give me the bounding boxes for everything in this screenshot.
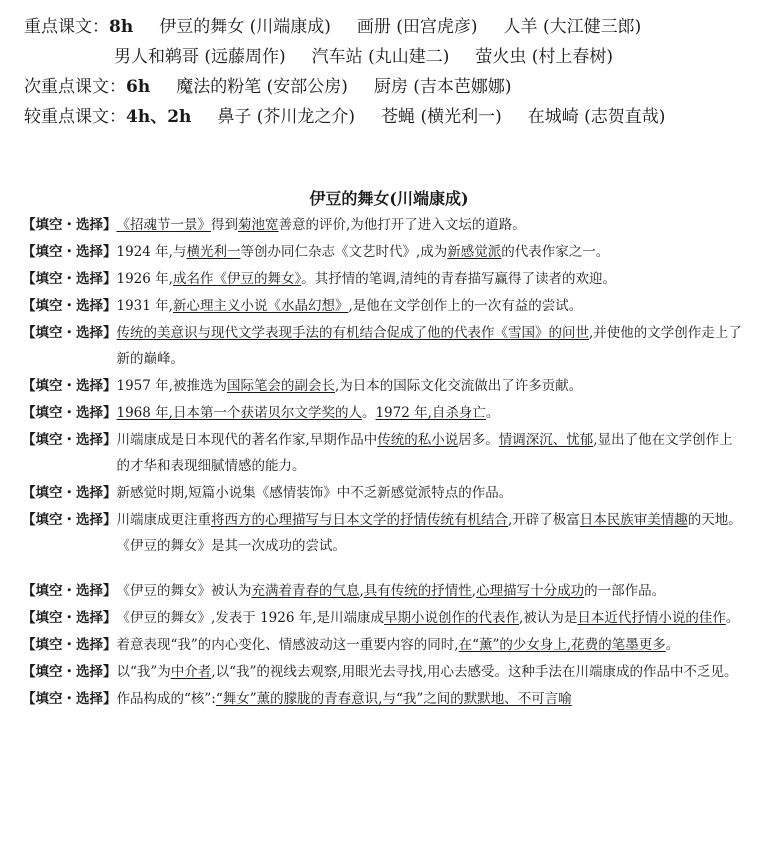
- text-segment: 。: [665, 637, 680, 653]
- text-segment: 居多。: [458, 432, 499, 448]
- text-segment: ,显出了他在文学创作上的才华和表现细腻情感的能力。: [116, 432, 733, 474]
- hours-label: 8h: [109, 17, 134, 37]
- question-type-tag: 【填空・选择】: [22, 637, 117, 653]
- text-segment: 的代表作家之一。: [501, 244, 610, 260]
- work-title: 鼻子 (芥川龙之介): [217, 107, 356, 127]
- item-text: [117, 293, 747, 319]
- text-segment: 着意表现“我”的内心变化、情感波动这一重要内容的同时,: [116, 637, 459, 653]
- list-item: [22, 659, 746, 685]
- text-segment: 。: [361, 405, 376, 421]
- text-segment: 。其抒情的笔调,清纯的青春描写赢得了读者的欢迎。: [301, 271, 616, 287]
- question-type-tag: 【填空・选择】: [22, 583, 117, 599]
- work-title: 伊豆的舞女 (川端康成): [159, 17, 331, 37]
- fill-in-item-list: [22, 212, 746, 713]
- key-point-underlined: 传统的美意识与现代文学表现手法的有机结合促成了他的代表作《雪国》的问世: [116, 325, 589, 341]
- question-type-tag: 【填空・选择】: [22, 405, 117, 421]
- key-point-underlined: 菊池宽: [238, 217, 279, 233]
- header-line: [24, 102, 764, 132]
- list-item: [22, 400, 746, 426]
- text-segment: ,被认为是: [519, 610, 578, 626]
- header-line: [24, 72, 764, 102]
- item-text: [117, 480, 747, 506]
- item-text: [117, 659, 747, 685]
- text-segment: 等创办同仁杂志《文艺时代》,成为: [240, 244, 448, 260]
- list-item: [22, 507, 746, 559]
- question-type-tag: 【填空・选择】: [22, 325, 117, 341]
- question-type-tag: 【填空・选择】: [22, 217, 117, 233]
- priority-label: 重点课文：: [24, 17, 109, 37]
- key-point-underlined: 新感觉派: [447, 244, 502, 260]
- section-title: 伊豆的舞女(川端康成): [309, 189, 469, 208]
- text-segment: 《伊豆的舞女》被认为: [116, 583, 252, 599]
- question-type-tag: 【填空・选择】: [22, 271, 117, 287]
- course-outline-header: [24, 12, 764, 132]
- work-title: 萤火虫 (村上春树): [475, 47, 614, 67]
- question-type-tag: 【填空・选择】: [22, 485, 117, 501]
- list-item: [22, 293, 746, 319]
- item-text: [117, 212, 747, 238]
- key-point-underlined: 在“薰”的少女身上,花费的笔墨更多: [458, 637, 666, 653]
- list-item: [22, 605, 746, 631]
- key-point-underlined: 充满着青春的气息: [251, 583, 360, 599]
- item-text: [117, 320, 747, 372]
- work-title: 魔法的粉笔 (安部公房): [176, 77, 348, 97]
- list-item: [22, 212, 746, 238]
- list-item: [22, 373, 746, 399]
- list-item: [22, 239, 746, 265]
- text-segment: 作品构成的“核”:: [116, 691, 216, 707]
- text-segment: ,并使他的文学创作走上了新的巅峰。: [116, 325, 742, 367]
- list-item: [22, 320, 746, 372]
- question-type-tag: 【填空・选择】: [22, 432, 117, 448]
- text-segment: 善意的评价,为他打开了进入文坛的道路。: [278, 217, 526, 233]
- question-type-tag: 【填空・选择】: [22, 691, 117, 707]
- key-point-underlined: 传统的私小说: [377, 432, 459, 448]
- text-segment: 的一部作品。: [584, 583, 666, 599]
- work-title: 苍蝇 (横光利一): [381, 107, 502, 127]
- item-text: [117, 507, 747, 559]
- key-point-underlined: 将西方的心理描写与日本文学的抒情传统有机结合: [211, 512, 508, 528]
- question-type-tag: 【填空・选择】: [22, 378, 117, 394]
- text-segment: 新感觉时期,短篇小说集《感情装饰》中不乏新感觉派特点的作品。: [116, 485, 513, 501]
- key-point-underlined: 具有传统的抒情性: [363, 583, 472, 599]
- list-item: [22, 632, 746, 658]
- priority-label: 较重点课文：: [24, 107, 126, 127]
- text-segment: 1926 年,: [116, 271, 173, 287]
- key-point-underlined: 横光利一: [186, 244, 241, 260]
- text-segment: ,: [359, 583, 364, 599]
- key-point-underlined: 早期小说创作的代表作: [384, 610, 520, 626]
- item-text: [117, 266, 747, 292]
- item-text: [117, 400, 747, 426]
- priority-label: 次重点课文：: [24, 77, 126, 97]
- text-segment: ,为日本的国际文化交流做出了许多贡献。: [334, 378, 583, 394]
- hours-label: 6h: [126, 77, 151, 97]
- question-type-tag: 【填空・选择】: [22, 298, 117, 314]
- list-item: [22, 686, 746, 712]
- text-segment: ,: [471, 583, 477, 599]
- key-point-underlined: 1972 年,自杀身亡: [375, 405, 486, 421]
- header-line: [24, 42, 764, 72]
- text-segment: 。: [725, 610, 740, 626]
- key-point-underlined: 心理描写十分成功: [476, 583, 585, 599]
- text-segment: 《伊豆的舞女》,发表于 1926 年,是川端康成: [116, 610, 385, 626]
- item-text: [117, 239, 747, 265]
- text-segment: 以“我”为: [116, 664, 171, 680]
- text-segment: ,以“我”的视线去观察,用眼光去寻找,用心去感受。这种手法在川端康成的作品中不乏见。: [211, 664, 738, 680]
- work-title: 画册 (田宫虎彦): [356, 17, 478, 37]
- text-segment: ,是他在文学创作上的一次有益的尝试。: [348, 298, 583, 314]
- item-text: [117, 373, 747, 399]
- text-segment: ,开辟了极富: [508, 512, 580, 528]
- key-point-underlined: 新心理主义小说《水晶幻想》: [172, 298, 349, 314]
- key-point-underlined: 成名作《伊豆的舞女》: [172, 271, 302, 287]
- key-point-underlined: 1968 年,日本第一个获诺贝尔文学奖的人: [116, 405, 362, 421]
- item-text: [117, 632, 747, 658]
- work-title: 在城崎 (志贺直哉): [527, 107, 666, 127]
- text-segment: 1957 年,被推选为: [116, 378, 227, 394]
- question-type-tag: 【填空・选择】: [22, 244, 117, 260]
- work-title: 汽车站 (丸山建二): [311, 47, 450, 67]
- work-title: 男人和鹈哥 (远藤周作): [114, 47, 286, 67]
- item-text: [117, 427, 747, 479]
- item-text: [117, 686, 747, 712]
- list-item: [22, 427, 746, 479]
- question-type-tag: 【填空・选择】: [22, 610, 117, 626]
- key-point-underlined: “舞女”薰的朦胧的青春意识,与“我”之间的默默地、不可言喻: [215, 691, 572, 707]
- key-point-underlined: 《招魂节一景》: [116, 217, 211, 233]
- key-point-underlined: 国际笔会的副会长: [226, 378, 335, 394]
- hours-label: 4h、2h: [126, 107, 192, 127]
- list-item: [22, 266, 746, 292]
- text-segment: 1931 年,: [116, 298, 173, 314]
- key-point-underlined: 日本民族审美情趣: [579, 512, 688, 528]
- list-item: [22, 578, 746, 604]
- key-point-underlined: 情调深沉、忧郁: [498, 432, 594, 448]
- text-segment: 1924 年,与: [116, 244, 187, 260]
- header-line: [24, 12, 764, 42]
- key-point-underlined: 日本近代抒情小说的佳作: [577, 610, 726, 626]
- text-segment: 。: [485, 405, 500, 421]
- question-type-tag: 【填空・选择】: [22, 512, 117, 528]
- work-title: 人羊 (大江健三郎): [503, 17, 642, 37]
- question-type-tag: 【填空・选择】: [22, 664, 117, 680]
- item-text: [117, 578, 747, 604]
- list-item: [22, 480, 746, 506]
- text-segment: 川端康成是日本现代的著名作家,早期作品中: [116, 432, 378, 448]
- work-title: 厨房 (吉本芭娜娜): [373, 77, 512, 97]
- key-point-underlined: 中介者: [170, 664, 212, 680]
- text-segment: 得到: [211, 217, 238, 233]
- item-text: [117, 605, 747, 631]
- text-segment: 川端康成更注重: [116, 512, 211, 528]
- spacer: [22, 560, 746, 578]
- text-segment: 的天地。《伊豆的舞女》是其一次成功的尝试。: [116, 512, 742, 554]
